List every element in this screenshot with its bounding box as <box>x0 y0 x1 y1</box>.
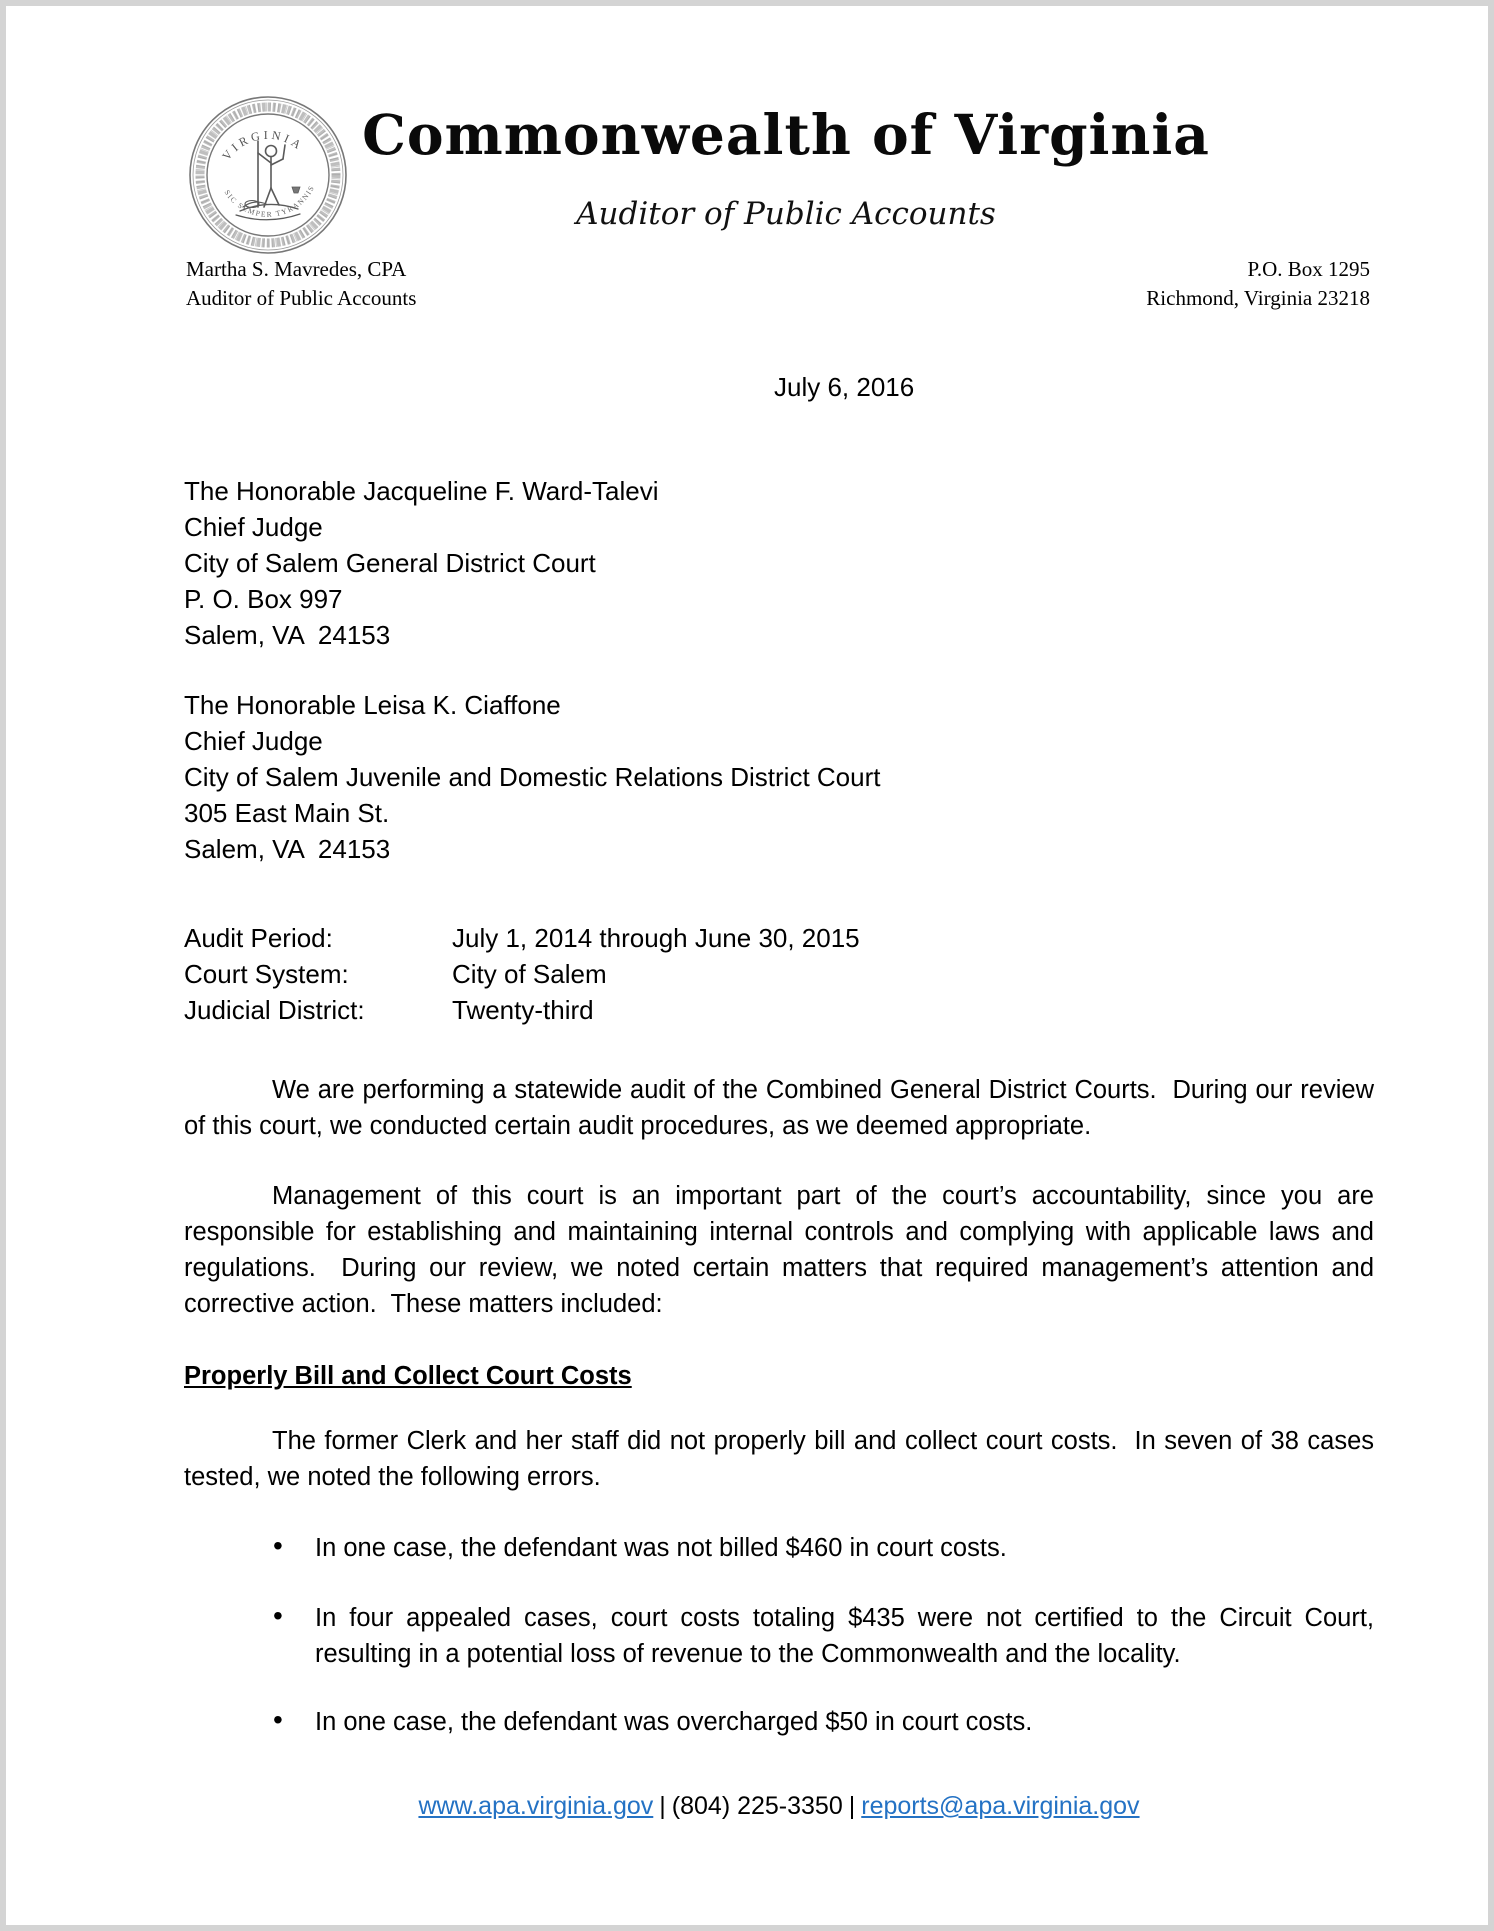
audit-period-label: Audit Period: <box>184 923 333 953</box>
recipient-title: Chief Judge <box>184 726 323 756</box>
section-heading: Properly Bill and Collect Court Costs <box>184 1362 632 1390</box>
footer <box>184 1792 1374 1821</box>
recipient-address-block <box>184 473 659 653</box>
po-box-line: P.O. Box 1295 <box>1247 257 1370 281</box>
seal-top-text: VIRGINIA <box>219 127 307 163</box>
auditor-title: Auditor of Public Accounts <box>186 286 417 310</box>
letterhead-title: Commonwealth of Virginia <box>362 102 1210 167</box>
footer-separator: | <box>848 1792 856 1820</box>
bullet-icon: • <box>273 1704 283 1735</box>
body-paragraph: Management of this court is an important part of the court’s accountability, since you are responsible for establishing and maintaining internal controls and complying with applicable laws and regulations. During our review, we noted certain matters that required management’s attention and corrective action. These matters included: <box>184 1182 1382 1318</box>
bullet-icon: • <box>273 1530 283 1561</box>
court-system-label: Court System: <box>184 959 349 989</box>
website-link[interactable]: www.apa.virginia.gov <box>418 1792 654 1820</box>
recipient-city: Salem, VA 24153 <box>184 620 391 650</box>
audit-info-table <box>184 920 860 1028</box>
audit-info-row <box>184 956 860 992</box>
recipient-name: The Honorable Jacqueline F. Ward-Talevi <box>184 476 659 506</box>
recipient-court: City of Salem General District Court <box>184 548 596 578</box>
body-paragraph: We are performing a statewide audit of the Combined General District Courts. During our review of this court, we conducted certain audit procedures, as we deemed appropriate. <box>184 1076 1382 1140</box>
po-address-block <box>1146 255 1370 313</box>
seal-bottom-text: SIC SEMPER TYRANNIS <box>222 183 317 219</box>
audit-info-row <box>184 920 860 956</box>
svg-text:SIC SEMPER TYRANNIS <box>223 183 317 218</box>
judicial-district-label: Judicial District: <box>184 995 365 1025</box>
auditor-name: Martha S. Mavredes, CPA <box>186 257 407 281</box>
recipient-street: 305 East Main St. <box>184 798 390 828</box>
court-system-value: City of Salem <box>452 959 607 989</box>
phone-number: (804) 225-3350 <box>671 1792 843 1820</box>
bullet-icon: • <box>273 1600 283 1631</box>
recipient-name: The Honorable Leisa K. Ciaffone <box>184 690 561 720</box>
letterhead-subtitle: Auditor of Public Accounts <box>576 196 996 232</box>
body-paragraph: The former Clerk and her staff did not properly bill and collect court costs. In seven of 38 cases tested, we noted the following errors. <box>184 1427 1382 1491</box>
audit-period-value: July 1, 2014 through June 30, 2015 <box>452 923 860 953</box>
virginia-state-seal-icon <box>188 94 348 256</box>
recipient-address-block <box>184 687 880 867</box>
judicial-district-value: Twenty-third <box>452 995 594 1025</box>
list-item <box>271 1530 1374 1566</box>
audit-info-row <box>184 992 860 1028</box>
bullet-text: In four appealed cases, court costs totaling $435 were not certified to the Circuit Court, resulting in a potential loss of revenue to the Commonwealth and the locality. <box>315 1604 1382 1668</box>
recipient-street: P. O. Box 997 <box>184 584 343 614</box>
recipient-court: City of Salem Juvenile and Domestic Relations District Court <box>184 762 881 792</box>
recipient-city: Salem, VA 24153 <box>184 834 391 864</box>
bullet-text: In one case, the defendant was not billed $460 in court costs. <box>315 1534 1007 1562</box>
auditor-contact-block <box>186 255 416 313</box>
city-state-zip-line: Richmond, Virginia 23218 <box>1146 286 1370 310</box>
footer-separator: | <box>659 1792 666 1820</box>
list-item <box>271 1704 1374 1740</box>
bullet-text: In one case, the defendant was overcharged $50 in court costs. <box>315 1708 1033 1736</box>
recipient-title: Chief Judge <box>184 512 323 542</box>
email-link[interactable]: reports@apa.virginia.gov <box>861 1792 1140 1820</box>
letter-date: July 6, 2016 <box>774 372 915 402</box>
list-item <box>271 1600 1382 1672</box>
